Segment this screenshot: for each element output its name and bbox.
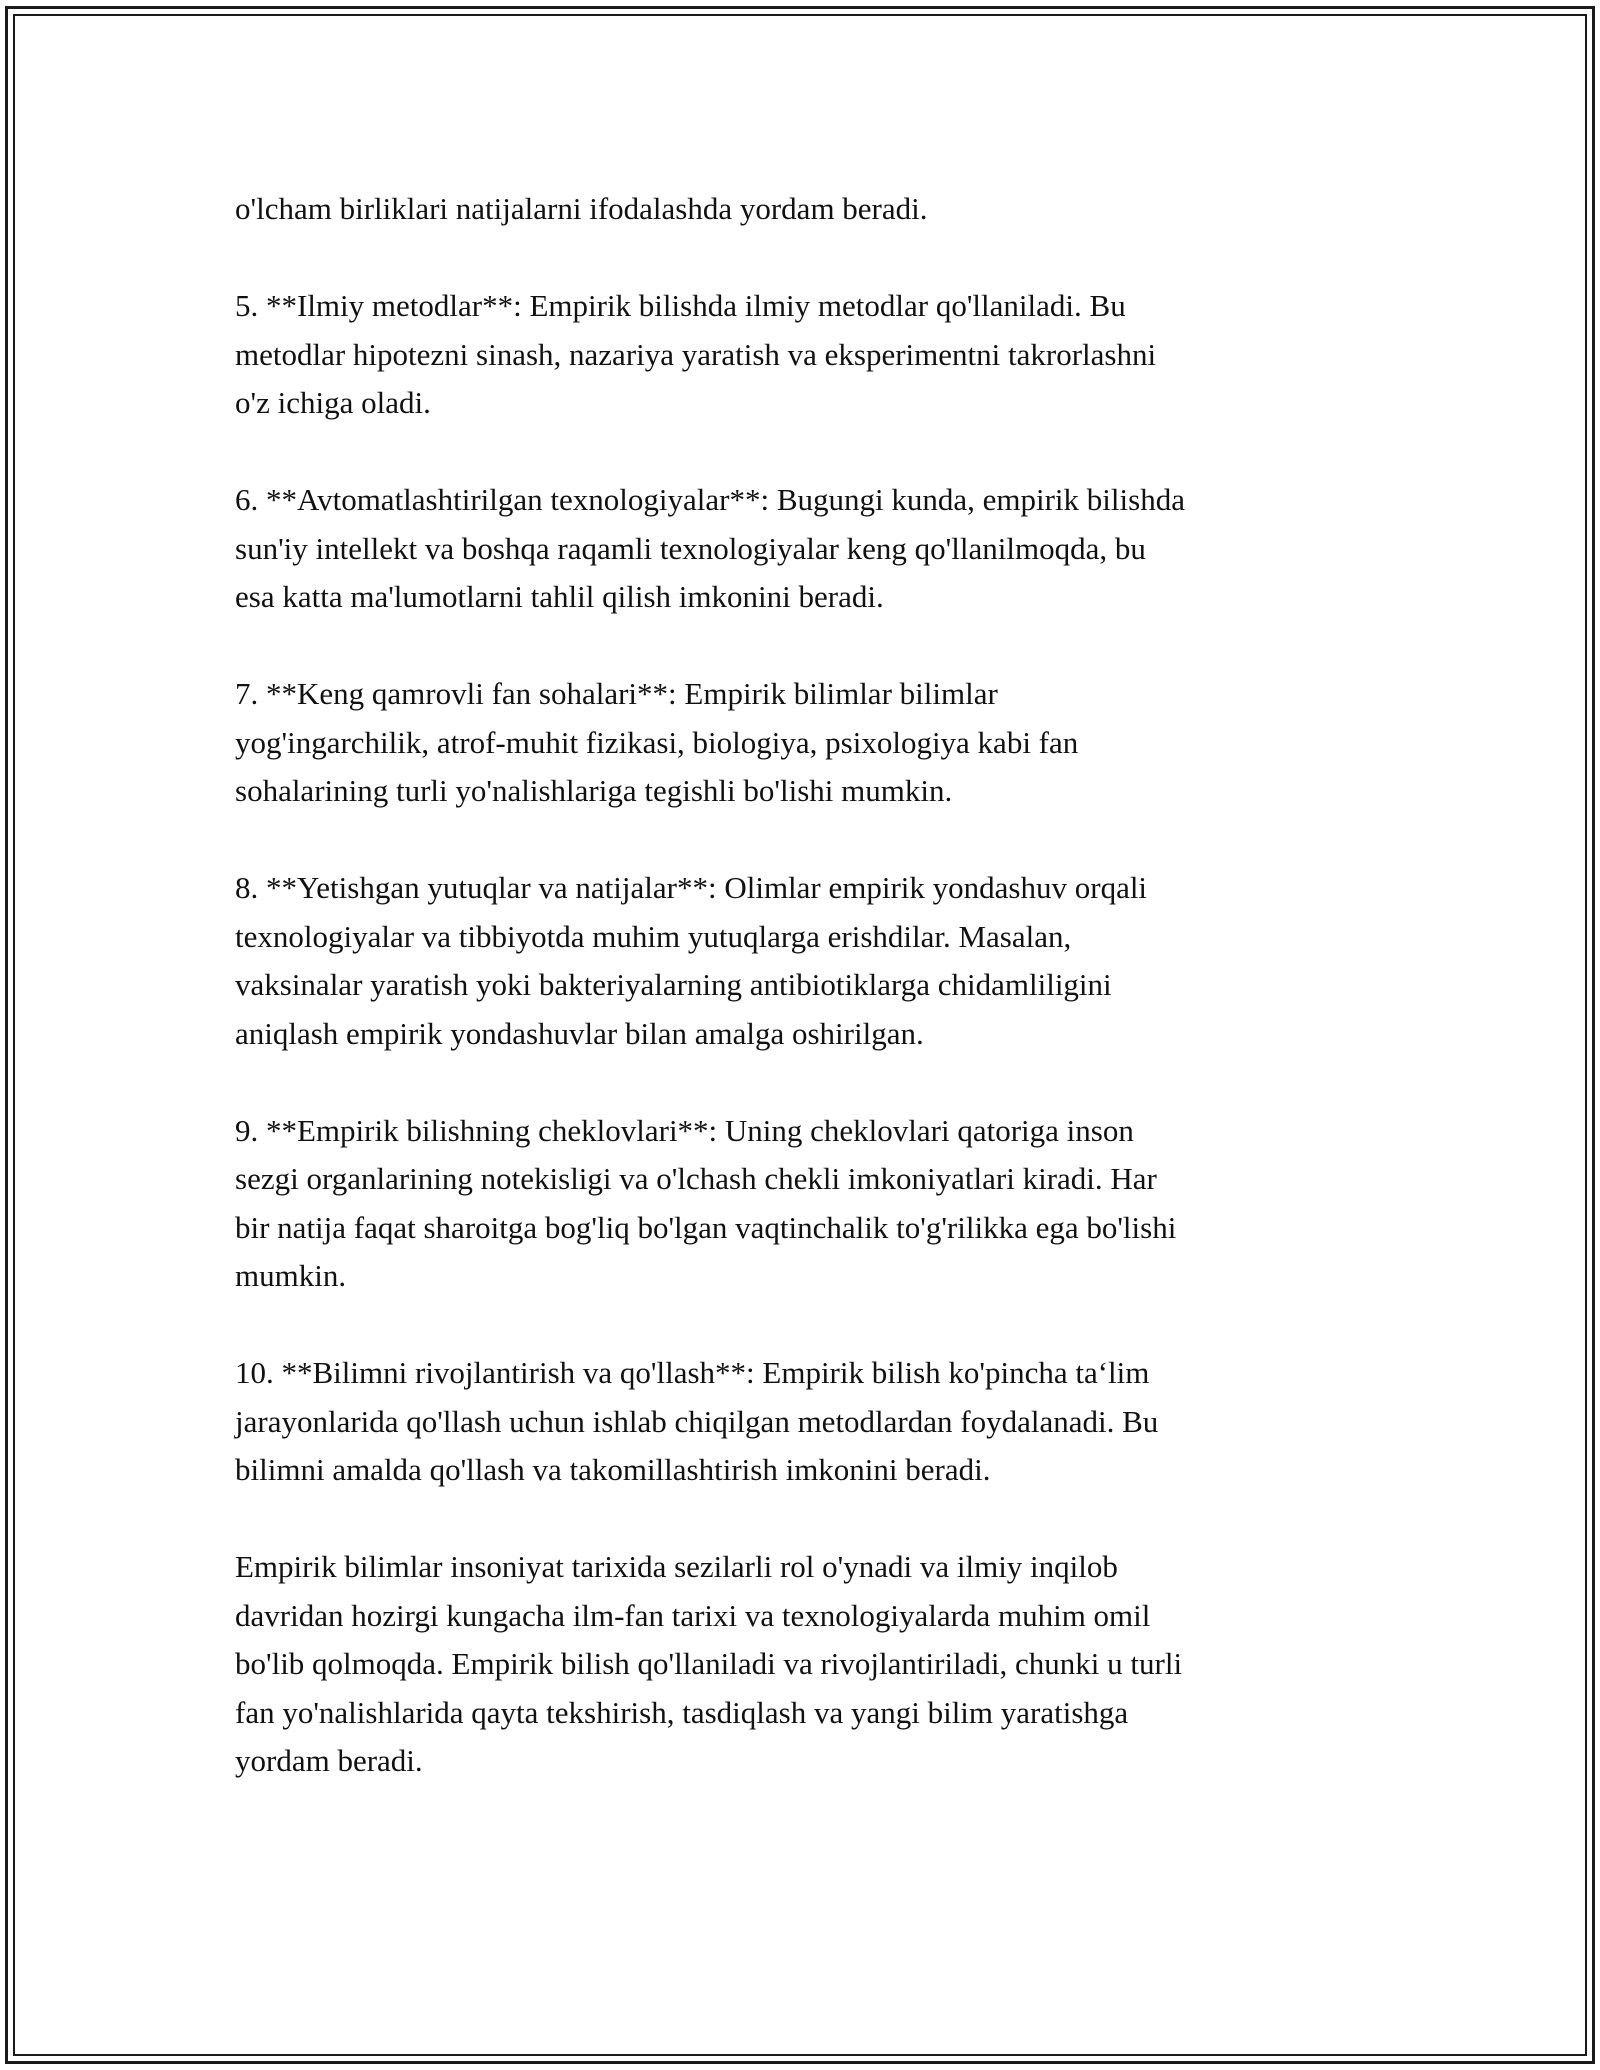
paragraph-item-7: 7. **Keng qamrovli fan sohalari**: Empirik bilimlar bilimlar yog'ingarchilik, atrof-muhit fizikasi, biologiya, psixologiya kabi fan sohalarining turli yo'nalishlariga tegishli bo'lishi mumkin. [235, 676, 1079, 808]
paragraph-item-6: 6. **Avtomatlashtirilgan texnologiyalar**: Bugungi kunda, empirik bilishda sun'iy intellekt va boshqa raqamli texnologiyalar keng qo'llanilmoqda, bu esa katta ma'lumotlarni tahlil qilish imkonini beradi. [235, 482, 1185, 614]
paragraph-item-10: 10. **Bilimni rivojlantirish va qo'llash**: Empirik bilish ko'pincha ta‘lim jarayonlarida qo'llash uchun ishlab chiqilgan metodlardan foydalanadi. Bu bilimni amalda qo'llash va takomillashtirish imkonini beradi. [235, 1355, 1159, 1487]
paragraph-item-9: 9. **Empirik bilishning cheklovlari**: Uning cheklovlari qatoriga inson sezgi organlarining notekisligi va o'lchash chekli imkoniyatlari kiradi. Har bir natija faqat sharoitga bog'liq bo'lgan vaqtinchalik to'g'rilikka ega bo'lishi mumkin. [235, 1112, 1177, 1293]
paragraph-conclusion: Empirik bilimlar insoniyat tarixida sezilarli rol o'ynadi va ilmiy inqilob davridan hozirgi kungacha ilm-fan tarixi va texnologiyalarda muhim omil bo'lib qolmoqda. Empirik bilish qo'llaniladi va rivojlantiriladi, chunki u turli fan yo'nalishlarida qayta tekshirish, tasdiqlash va yangi bilim yaratishga yordam beradi. [235, 1549, 1183, 1778]
paragraph-item-5: 5. **Ilmiy metodlar**: Empirik bilishda ilmiy metodlar qo'llaniladi. Bu metodlar hipotezni sinash, nazariya yaratish va eksperimentni takrorlashni o'z ichiga oladi. [235, 288, 1157, 420]
document-body [235, 185, 1375, 1834]
paragraph-item-8: 8. **Yetishgan yutuqlar va natijalar**: Olimlar empirik yondashuv orqali texnologiyalar va tibbiyotda muhim yutuqlarga erishdilar. Masalan, vaksinalar yaratish yoki bakteriyalarning antibiotiklarga chidamliligini aniqlash empirik yondashuvlar bilan amalga oshirilgan. [235, 870, 1148, 1051]
paragraph-units-continuation: o'lcham birliklari natijalarni ifodalashda yordam beradi. [235, 191, 928, 226]
